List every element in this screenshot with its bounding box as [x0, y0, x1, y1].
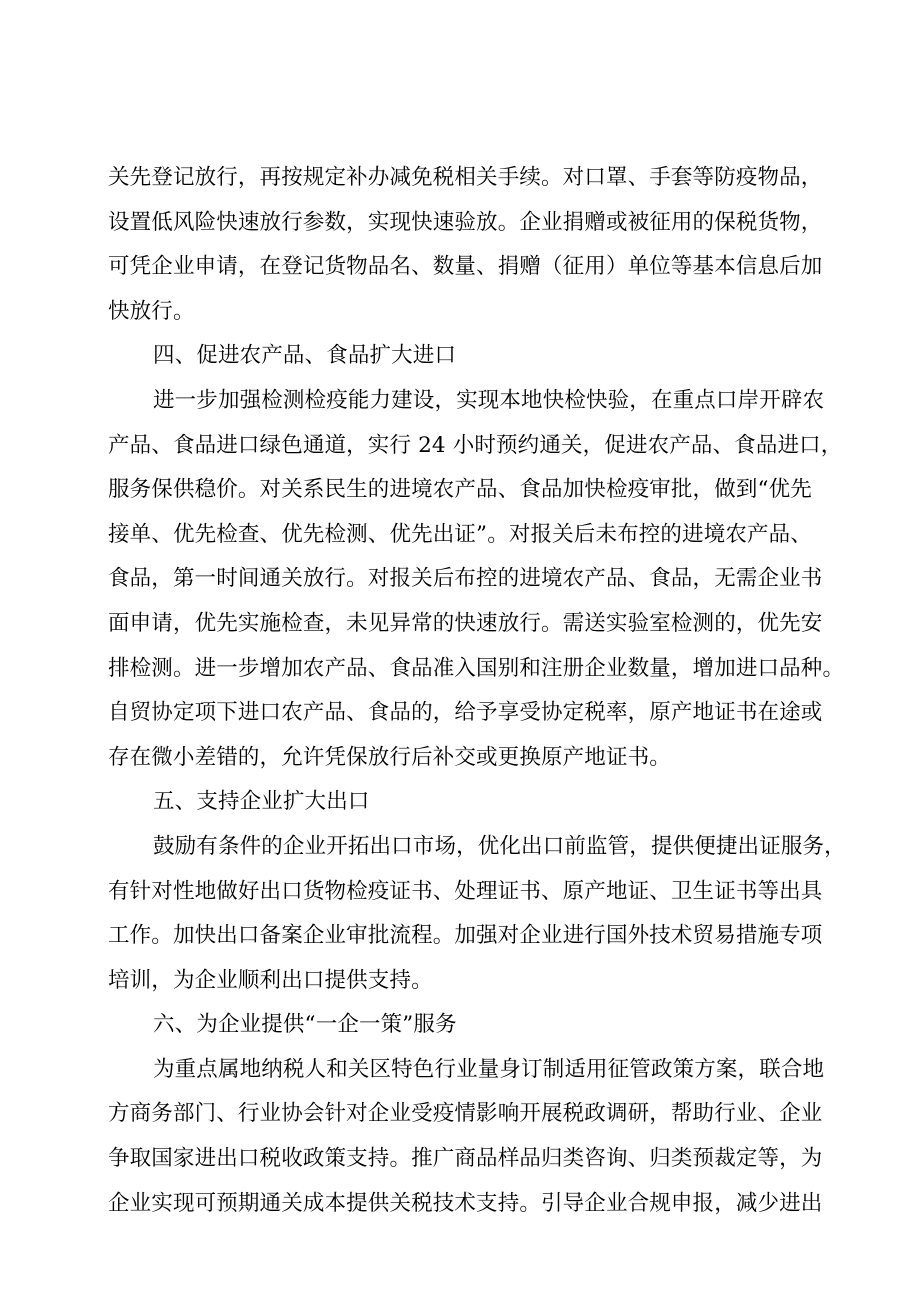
- text-line: 接单、优先检查、优先检测、优先出证”。对报关后未布控的进境农产品、: [108, 521, 812, 547]
- document-body: [108, 156, 846, 1226]
- paragraph-first-line: 为重点属地纳税人和关区特色行业量身订制适用征管政策方案，联合地: [153, 1056, 825, 1082]
- text-line: 存在微小差错的，允许凭保放行后补交或更换原产地证书。: [108, 744, 671, 770]
- text-line: 培训，为企业顺利出口提供支持。: [108, 967, 433, 993]
- text-line: 可凭企业申请，在登记货物品名、数量、捐赠（征用）单位等基本信息后加: [108, 254, 823, 280]
- text-line: 方商务部门、行业协会针对企业受疫情影响开展税政调研，帮助行业、企业: [108, 1101, 823, 1127]
- text-line: 食品，第一时间通关放行。对报关后布控的进境农产品、食品，无需企业书: [108, 566, 823, 592]
- paragraph-first-line: 鼓励有条件的企业开拓出口市场，优化出口前监管，提供便捷出证服务，: [153, 833, 846, 859]
- text-line: 工作。加快出口备案企业审批流程。加强对企业进行国外技术贸易措施专项: [108, 923, 823, 949]
- text-line: 企业实现可预期通关成本提供关税技术支持。引导企业合规申报，减少进出: [108, 1190, 823, 1216]
- paragraph-first-line: 进一步加强检测检疫能力建设，实现本地快检快验，在重点口岸开辟农: [153, 387, 825, 413]
- text-line: 服务保供稳价。对关系民生的进境农产品、食品加快检疫审批，做到“优先: [108, 477, 812, 503]
- section-heading: 五、支持企业扩大出口: [153, 789, 370, 815]
- text-line: 争取国家进出口税收政策支持。推广商品样品归类咨询、归类预裁定等，为: [108, 1146, 823, 1172]
- text-line: 面申请，优先实施检查，未见异常的快速放行。需送实验室检测的，优先安: [108, 610, 823, 636]
- text-line: 有针对性地做好出口货物检疫证书、处理证书、原产地证、卫生证书等出具: [108, 878, 823, 904]
- text-line: 设置低风险快速放行参数，实现快速验放。企业捐赠或被征用的保税货物，: [108, 209, 823, 235]
- section-heading: 六、为企业提供“一企一策”服务: [153, 1012, 457, 1038]
- text-line: 关先登记放行，再按规定补办减免税相关手续。对口罩、手套等防疫物品，: [108, 165, 823, 190]
- text-line: 自贸协定项下进口农产品、食品的，给予享受协定税率，原产地证书在途或: [108, 700, 823, 726]
- section-heading: 四、促进农产品、食品扩大进口: [153, 343, 457, 369]
- text-line: 排检测。进一步增加农产品、食品准入国别和注册企业数量，增加进口品种。: [108, 655, 845, 681]
- text-line: 快放行。: [108, 298, 195, 324]
- text-line: 产品、食品进口绿色通道，实行 24 小时预约通关，促进农产品、食品进口，: [108, 432, 843, 458]
